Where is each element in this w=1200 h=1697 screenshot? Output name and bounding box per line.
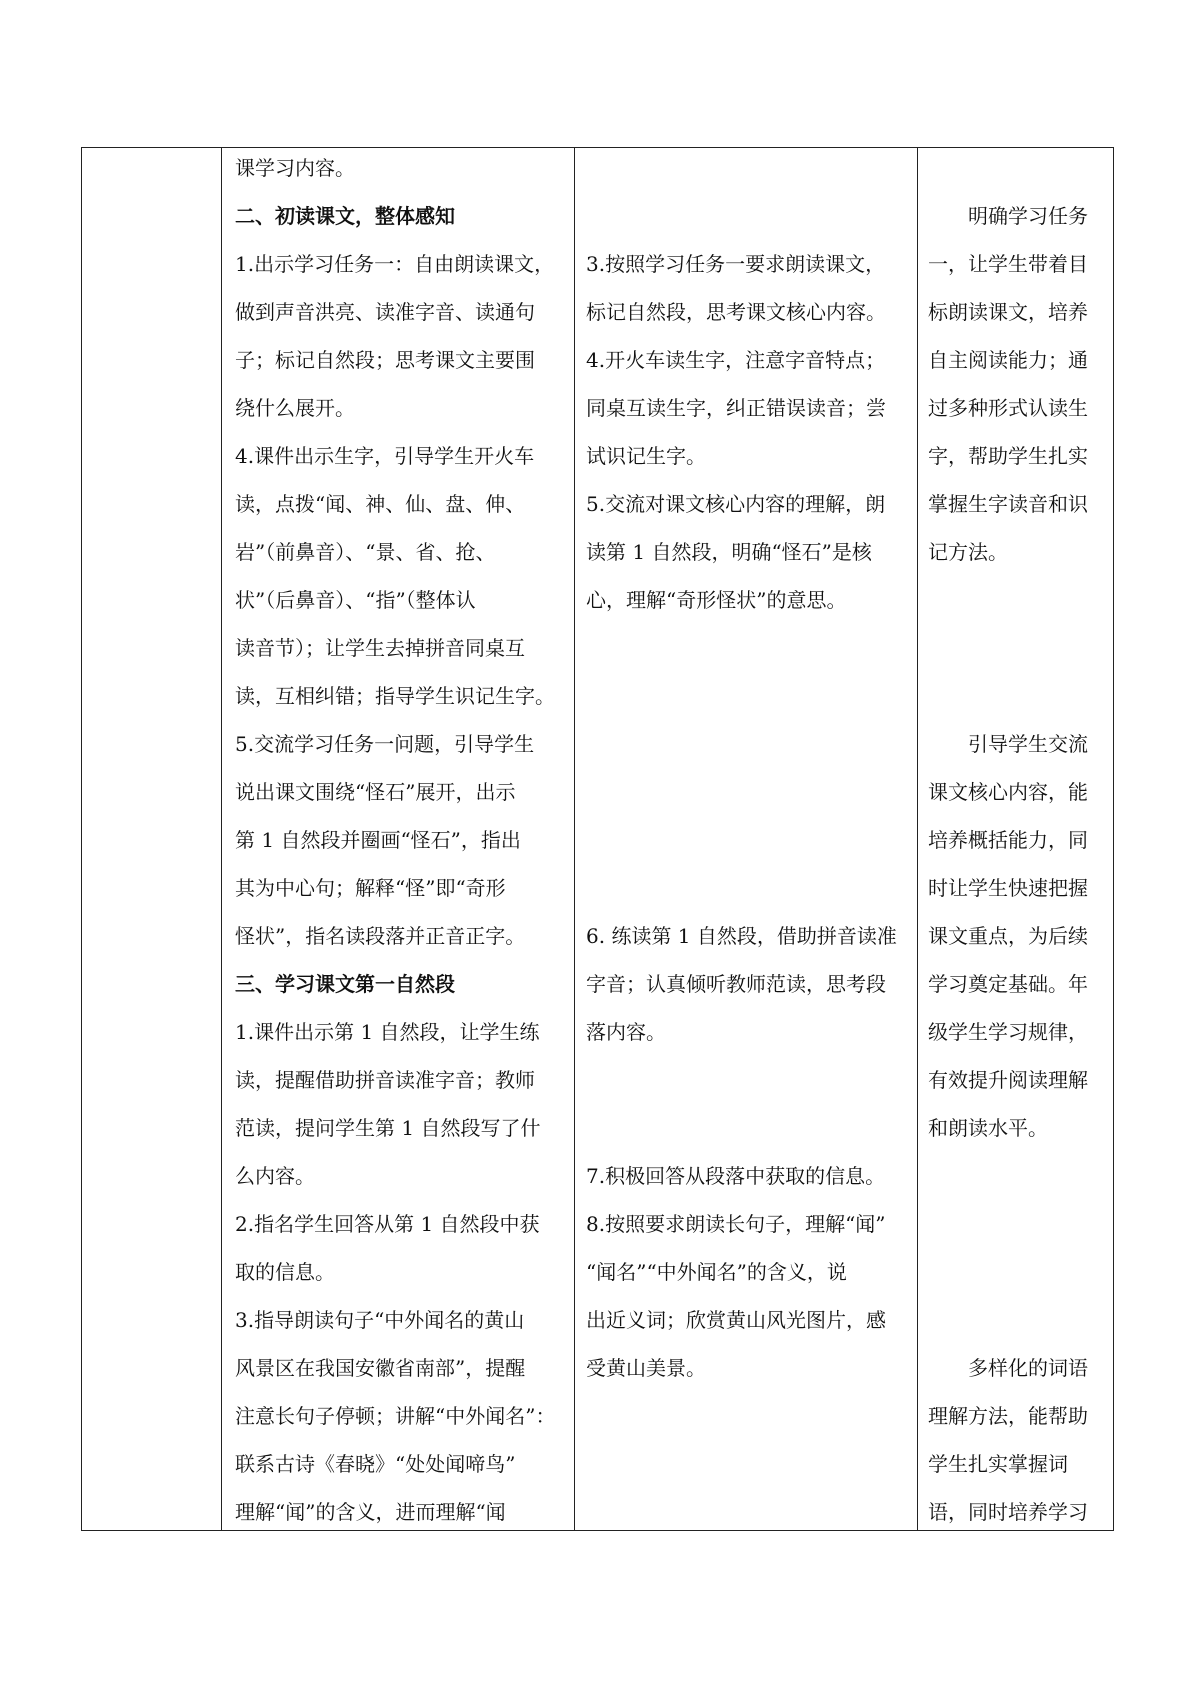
student-activity-cell (574, 148, 917, 1530)
design-intent-line: 记方法。 (928, 540, 1008, 564)
teacher-activity-line: 读，点拨“闻、神、仙、盘、伸、 (235, 492, 526, 516)
teacher-activity-line: 4.课件出示生字，引导学生开火车 (235, 444, 535, 468)
teacher-activity-line: 风景区在我国安徽省南部”，提醒 (235, 1356, 526, 1380)
teacher-activity-line: 注意长句子停顿；讲解“中外闻名”： (235, 1404, 556, 1428)
design-intent-line: 字，帮助学生扎实 (928, 444, 1088, 468)
teacher-activity-line: 子；标记自然段；思考课文主要围 (235, 348, 535, 372)
design-intent-line: 级学生学习规律， (928, 1020, 1088, 1044)
design-intent-line: 多样化的词语 (968, 1356, 1088, 1380)
design-intent-line: 掌握生字读音和识 (928, 492, 1088, 516)
design-intent-line: 过多种形式认读生 (928, 396, 1088, 420)
teacher-activity-line: 读，互相纠错；指导学生识记生字。 (235, 684, 555, 708)
teacher-activity-line: 其为中心句；解释“怪”即“奇形 (235, 876, 506, 900)
teacher-activity-line: 第 1 自然段并圈画“怪石”，指出 (235, 828, 521, 852)
teacher-activity-line: 读音节）；让学生去掉拼音同桌互 (235, 636, 525, 660)
teacher-activity-line: 绕什么展开。 (235, 396, 355, 420)
design-intent-line: 明确学习任务 (968, 204, 1088, 228)
student-activity-line: “闻名”“中外闻名”的含义，说 (586, 1260, 847, 1284)
teacher-activity-line: 3.指导朗读句子“中外闻名的黄山 (235, 1308, 525, 1332)
student-activity-line: 受黄山美景。 (586, 1356, 706, 1380)
teacher-activity-line: 理解“闻”的含义，进而理解“闻 (235, 1500, 506, 1524)
design-intent-line: 学生扎实掌握词 (928, 1452, 1068, 1476)
student-activity-line: 4.开火车读生字，注意字音特点； (586, 348, 886, 372)
design-intent-line: 培养概括能力，同 (928, 828, 1088, 852)
student-activity-line: 心，理解“奇形怪状”的意思。 (586, 588, 847, 612)
teacher-activity-line: 状”（后鼻音）、“指”（整体认 (235, 588, 476, 612)
stage-column-cell (82, 148, 221, 1530)
student-activity-line: 标记自然段，思考课文核心内容。 (586, 300, 886, 324)
design-intent-line: 学习奠定基础。年 (928, 972, 1088, 996)
design-intent-line: 时让学生快速把握 (928, 876, 1088, 900)
design-intent-line: 引导学生交流 (968, 732, 1088, 756)
design-intent-line: 理解方法，能帮助 (928, 1404, 1088, 1428)
design-intent-line: 标朗读课文，培养 (928, 300, 1088, 324)
design-intent-line: 自主阅读能力；通 (928, 348, 1088, 372)
lesson-plan-table (81, 147, 1114, 1531)
student-activity-line: 出近义词；欣赏黄山风光图片，感 (586, 1308, 886, 1332)
teacher-activity-cell (221, 148, 574, 1530)
student-activity-line: 8.按照要求朗读长句子，理解“闻” (586, 1212, 886, 1236)
teacher-activity-line: 怪状”，指名读段落并正音正字。 (235, 924, 526, 948)
student-activity-line: 6. 练读第 1 自然段，借助拼音读准 (586, 924, 897, 948)
teacher-activity-line: 说出课文围绕“怪石”展开，出示 (235, 780, 516, 804)
design-intent-line: 一，让学生带着目 (928, 252, 1088, 276)
design-intent-line: 课文核心内容，能 (928, 780, 1088, 804)
teacher-activity-line: 做到声音洪亮、读准字音、读通句 (235, 300, 535, 324)
teacher-activity-line: 2.指名学生回答从第 1 自然段中获 (235, 1212, 540, 1236)
student-activity-line: 同桌互读生字，纠正错误读音；尝 (586, 396, 886, 420)
student-activity-line: 字音；认真倾听教师范读，思考段 (586, 972, 886, 996)
design-intent-line: 课文重点，为后续 (928, 924, 1088, 948)
teacher-activity-line: 联系古诗《春晓》“处处闻啼鸟” (235, 1452, 516, 1476)
design-intent-line: 有效提升阅读理解 (928, 1068, 1088, 1092)
student-activity-line: 落内容。 (586, 1020, 666, 1044)
teacher-activity-line: 1.课件出示第 1 自然段，让学生练 (235, 1020, 540, 1044)
student-activity-line: 3.按照学习任务一要求朗读课文， (586, 252, 886, 276)
teacher-activity-line: 么内容。 (235, 1164, 315, 1188)
design-intent-line: 语，同时培养学习 (928, 1500, 1088, 1524)
student-activity-line: 试识记生字。 (586, 444, 706, 468)
design-intent-cell (917, 148, 1115, 1530)
teacher-activity-line: 课学习内容。 (235, 156, 355, 180)
student-activity-line: 7.积极回答从段落中获取的信息。 (586, 1164, 886, 1188)
teacher-activity-line: 岩”（前鼻音）、“景、省、抢、 (235, 540, 496, 564)
teacher-activity-line: 1.出示学习任务一：自由朗读课文， (235, 252, 555, 276)
teacher-activity-line: 读，提醒借助拼音读准字音；教师 (235, 1068, 535, 1092)
design-intent-line: 和朗读水平。 (928, 1116, 1048, 1140)
section-heading: 二、初读课文，整体感知 (235, 204, 455, 228)
student-activity-line: 读第 1 自然段，明确“怪石”是核 (586, 540, 872, 564)
teacher-activity-line: 范读，提问学生第 1 自然段写了什 (235, 1116, 541, 1140)
teacher-activity-line: 5.交流学习任务一问题，引导学生 (235, 732, 535, 756)
student-activity-line: 5.交流对课文核心内容的理解，朗 (586, 492, 886, 516)
section-heading: 三、学习课文第一自然段 (235, 972, 455, 996)
teacher-activity-line: 取的信息。 (235, 1260, 335, 1284)
